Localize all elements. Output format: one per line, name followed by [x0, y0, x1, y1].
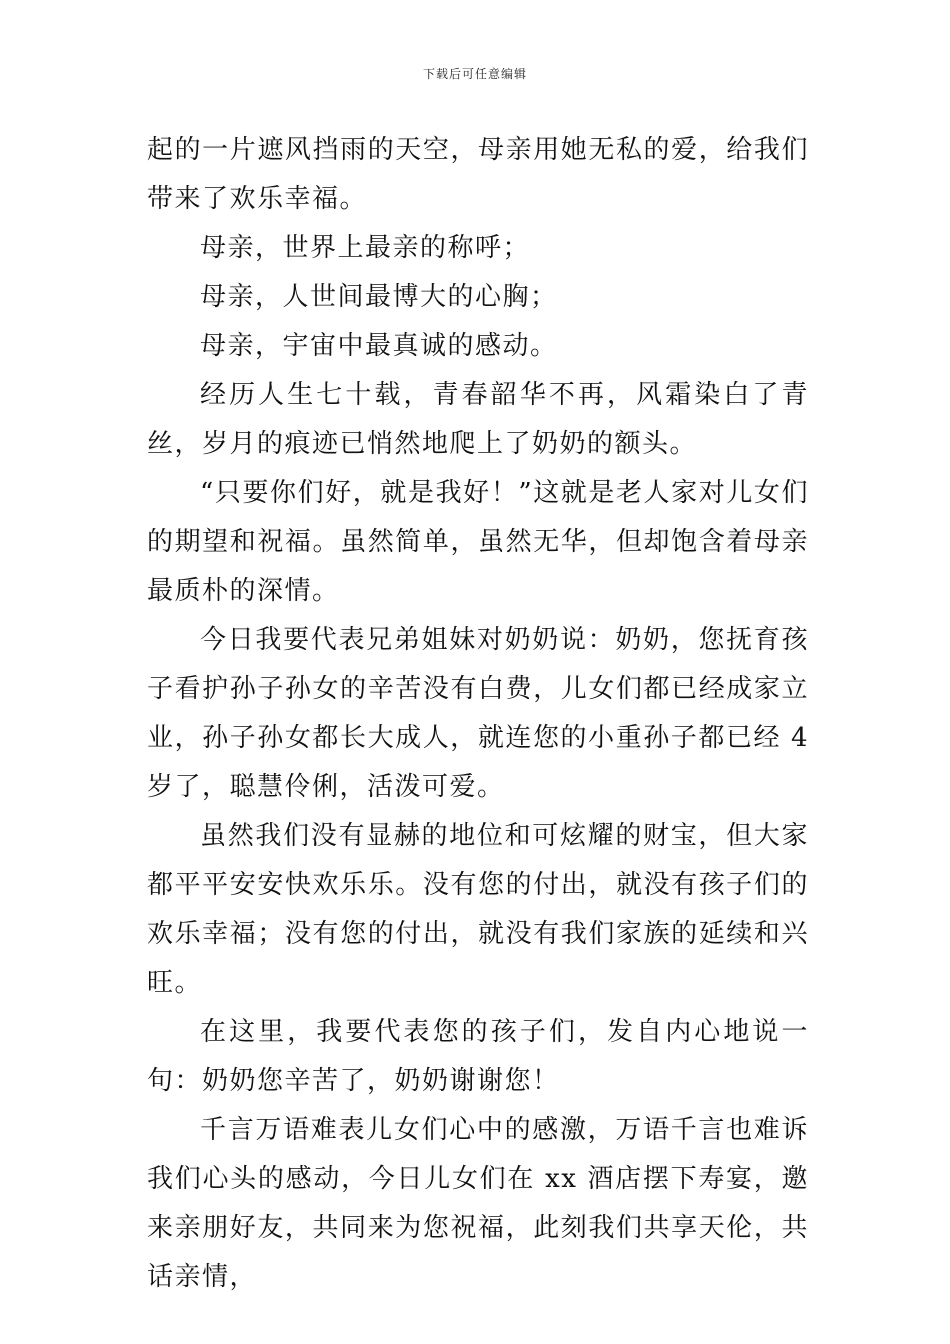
paragraph: “只要你们好，就是我好！”这就是老人家对儿女们的期望和祝福。虽然简单，虽然无华，但却饱含着母亲最质朴的深情。 [147, 478, 809, 606]
document-body [147, 126, 809, 1302]
paragraph: 母亲，宇宙中最真诚的感动。 [200, 331, 558, 361]
paragraph: 在这里，我要代表您的孩子们，发自内心地说一句：奶奶您辛苦了，奶奶谢谢您！ [147, 1017, 809, 1096]
paragraph: 起的一片遮风挡雨的天空，母亲用她无私的爱，给我们带来了欢乐幸福。 [147, 135, 809, 214]
paragraph: 今日我要代表兄弟姐妹对奶奶说：奶奶，您抚育孩子看护孙子孙女的辛苦没有白费，儿女们都已经成家立业，孙子孙女都长大成人，就连您的小重孙子都已经 4 岁了，聪慧伶俐，活泼可爱。 [147, 625, 809, 802]
paragraph: 经历人生七十载，青春韶华不再，风霜染白了青丝，岁月的痕迹已悄然地爬上了奶奶的额头。 [147, 380, 809, 459]
paragraph: 母亲，世界上最亲的称呼； [200, 233, 531, 263]
paragraph: 虽然我们没有显赫的地位和可炫耀的财宝，但大家都平平安安快欢乐乐。没有您的付出，就没有孩子们的欢乐幸福；没有您的付出，就没有我们家族的延续和兴旺。 [147, 821, 809, 998]
paragraph: 母亲，人世间最博大的心胸； [200, 282, 558, 312]
page-header-note: 下载后可任意编辑 [422, 67, 527, 81]
paragraph: 千言万语难表儿女们心中的感激，万语千言也难诉我们心头的感动，今日儿女们在 xx 酒店摆下寿宴，邀来亲朋好友，共同来为您祝福，此刻我们共享天伦，共话亲情， [147, 1115, 809, 1292]
